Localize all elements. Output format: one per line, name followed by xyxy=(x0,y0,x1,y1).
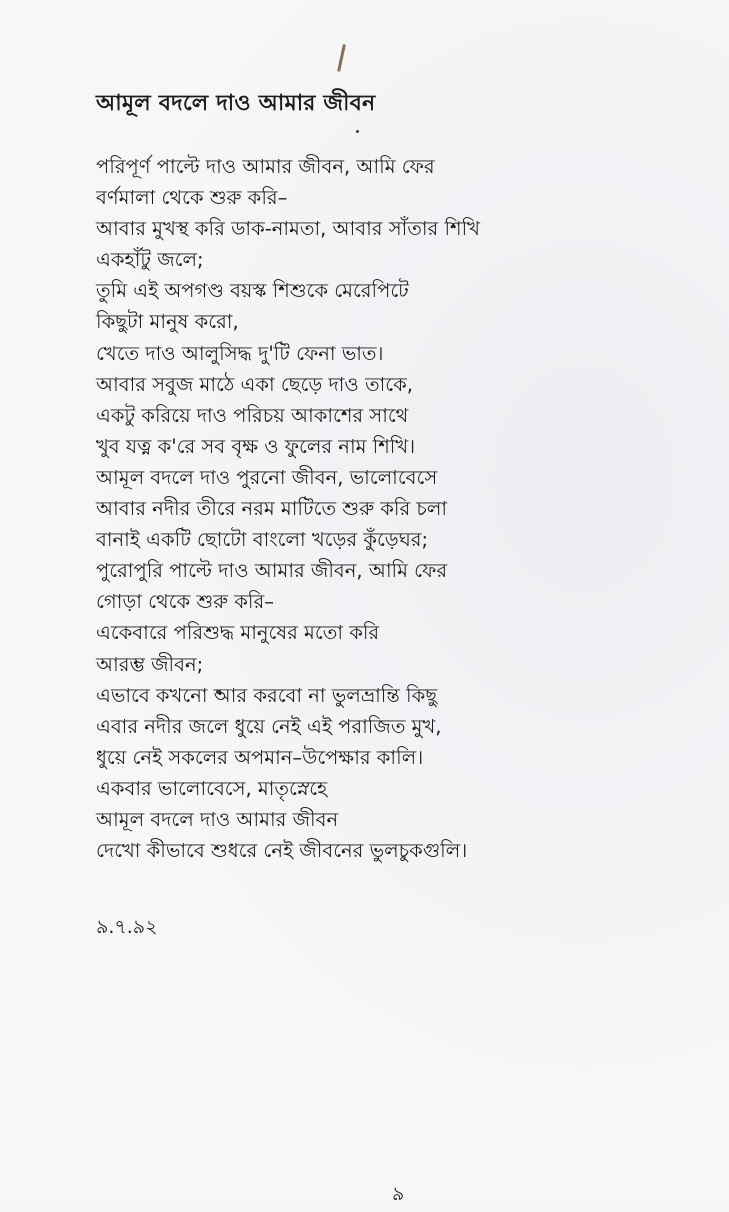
poem-line: দেখো কীভাবে শুধরে নেই জীবনের ভুলচুকগুলি। xyxy=(96,839,468,863)
poem-body xyxy=(96,151,480,866)
poem-line: এবার নদীর জলে ধুয়ে নেই এই পরাজিত মুখ, xyxy=(96,714,442,738)
poem-line: একেবারে পরিশুদ্ধ মানুষের মতো করি xyxy=(96,621,380,645)
ink-mark xyxy=(337,44,346,72)
page-number: ৯ xyxy=(392,1183,405,1205)
poem-line: বানাই একটি ছোটো বাংলো খড়ের কুঁড়েঘর; xyxy=(96,528,429,552)
poem-line: পরিপূর্ণ পাল্টে দাও আমার জীবন, আমি ফের xyxy=(96,155,435,178)
poem-line: আবার মুখস্থ করি ডাক-নামতা, আবার সাঁতার শিখি xyxy=(96,217,480,241)
poem-line: ধুয়ে নেই সকলের অপমান–উপেক্ষার কালি। xyxy=(96,745,424,769)
poem-line: এভাবে কখনো আর করবো না ভুলভ্রান্তি কিছু xyxy=(96,683,438,707)
poem-line: আমূল বদলে দাও আমার জীবন xyxy=(96,807,339,831)
poem-line: খুব যত্ন ক'রে সব বৃক্ষ ও ফুলের নাম শিখি। xyxy=(96,434,416,458)
poem-line: গোড়া থেকে শুরু করি– xyxy=(96,590,274,614)
poem-line: আবার সবুজ মাঠে একা ছেড়ে দাও তাকে, xyxy=(96,372,413,396)
poem-line: বর্ণমালা থেকে শুরু করি– xyxy=(96,186,288,210)
poem-line: কিছুটা মানুষ করো, xyxy=(96,310,239,334)
poem-line: একটু করিয়ে দাও পরিচয় আকাশের সাথে xyxy=(96,403,409,427)
poem-line: একবার ভালোবেসে, মাতৃস্নেহে xyxy=(96,776,328,800)
poem-line: পুরোপুরি পাল্টে দাও আমার জীবন, আমি ফের xyxy=(96,559,448,583)
poem-line: খেতে দাও আলুসিদ্ধ দু'টি ফেনা ভাত। xyxy=(96,341,384,365)
poem-line: আরম্ভ জীবন; xyxy=(96,652,204,676)
poem-line: তুমি এই অপগণ্ড বয়স্ক শিশুকে মেরেপিটে xyxy=(96,279,409,303)
poem-date: ৯.৭.৯২ xyxy=(96,916,158,938)
poem-line: আমূল বদলে দাও পুরনো জীবন, ভালোবেসে xyxy=(96,465,438,489)
poem-line: আবার নদীর তীরে নরম মাটিতে শুরু করি চলা xyxy=(96,497,448,521)
poem-title: আমূল বদলে দাও আমার জীবন xyxy=(96,91,376,116)
paper-speck xyxy=(356,130,359,133)
poem-line: একহাঁটু জলে; xyxy=(96,248,204,272)
